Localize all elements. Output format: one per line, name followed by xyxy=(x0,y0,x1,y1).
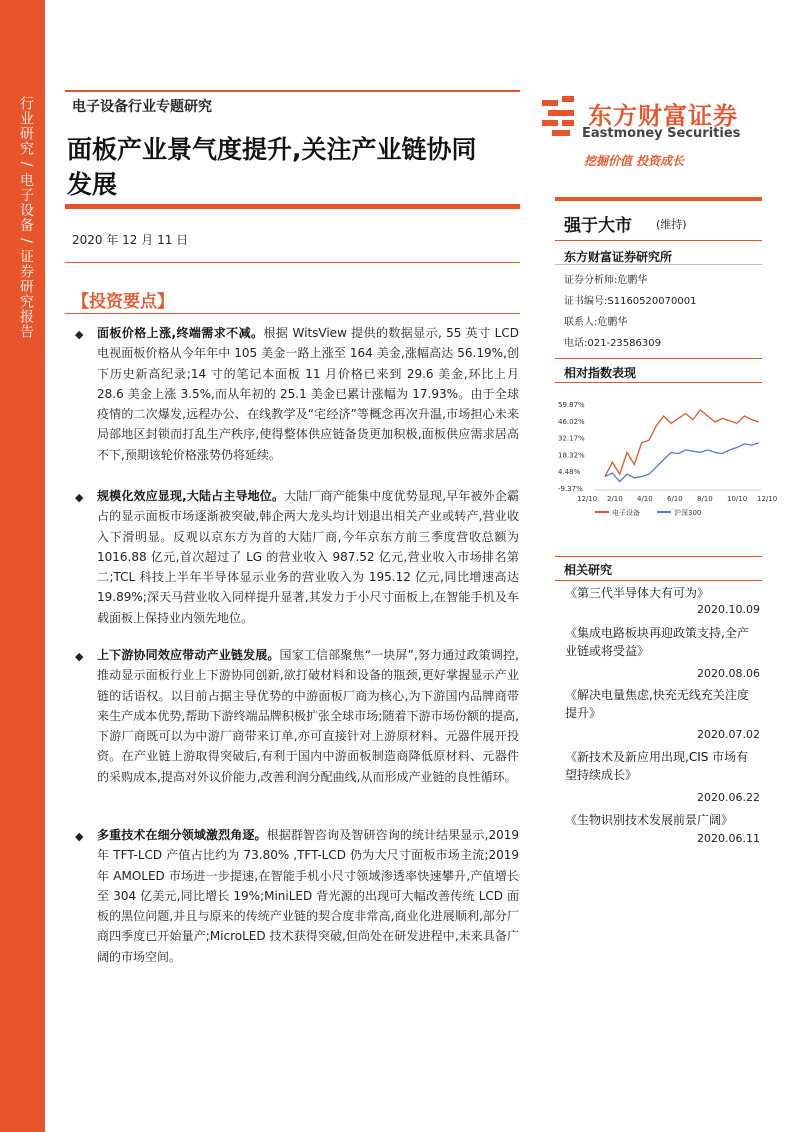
diamond-bullet-icon: ◆ xyxy=(75,491,84,504)
header-rule-top xyxy=(65,90,520,92)
logo-chinese-name: 东方财富证券 xyxy=(588,102,738,130)
contact-person: 联系人:危鹏华 xyxy=(564,317,628,328)
phone-number: 电话:021-23586309 xyxy=(564,338,661,349)
series-line-2 xyxy=(605,443,759,482)
y-tick-label: 59.87% xyxy=(558,401,585,409)
report-date: 2020 年 12 月 11 日 xyxy=(72,233,189,247)
related-item-2-title[interactable] xyxy=(565,624,765,660)
related-rule-bottom xyxy=(555,580,762,581)
key-point-1 xyxy=(97,323,519,465)
key-point-4-lead: 多重技术在细分领域激烈角逐。 xyxy=(97,828,267,842)
x-tick-label: 12/10 xyxy=(757,495,778,503)
analyst-name: 证券分析师:危鹏华 xyxy=(564,275,648,286)
key-point-3-body: 国家工信部聚焦“一块屏”,努力通过政策调控,推动显示面板行业上下游协同创新,欲打破材料和设备的瓶颈,更好掌握显示产业链的话语权。以目前占据主导优势的中游面板厂商为核心,为下游国内品牌商带来生产成本优势,帮助下游终端品牌积极扩张全球市场;随着下游市场份额的提高,下游厂商既可以为中游厂商带来订单,亦可直接针对上游原材料、元器件展开投资。在产业链上游取得突破后,有利于国内中游面板制造商降低原材料、元器件的采购成本,提高对外议价能力,改善利润分配曲线,从而形成产业链的良性循环。 xyxy=(97,648,519,784)
key-points-label: 【投资要点】 xyxy=(72,292,174,312)
related-item-4-title-line2: 望持续成长》 xyxy=(565,768,638,782)
related-item-1-title[interactable]: 《第三代半导体大有可为》 xyxy=(565,586,710,600)
chart-svg xyxy=(555,396,778,521)
x-tick-label: 4/10 xyxy=(637,495,653,503)
header-rule-thin xyxy=(65,262,520,263)
institute-rule xyxy=(555,264,762,265)
report-category: 电子设备行业专题研究 xyxy=(72,99,212,115)
related-item-2-title-line2: 业链或将受益》 xyxy=(565,644,650,658)
y-tick-label: 4.48% xyxy=(558,468,581,477)
related-item-5-title[interactable]: 《生物识别技术发展前景广阔》 xyxy=(565,813,734,827)
x-tick-label: 2/10 xyxy=(607,495,623,503)
key-point-4-body: 根据群智咨询及智研咨询的统计结果显示,2019 年 TFT-LCD 产值占比约为 73.80% ,TFT-LCD 仍为大尺寸面板市场主流;2019 年 AMOLED 市场进一步提速,在智能手机小尺寸领域渗透率快速攀升,产值增长至 304 亿美元,同比增长 19%;MiniLED 背光源的出现可大幅改善传统 LCD 面板的黑位问题,并且与原来的传统产业链的契合度非常高,商业化进展顺利,部分厂商四季度已开始量产;MicroLED 技术获得突破,但尚处在研发进程中,未来具备广阔的市场空间。 xyxy=(97,828,519,964)
report-title-line2: 发展 xyxy=(67,170,118,199)
institute-name: 东方财富证券研究所 xyxy=(564,250,673,264)
related-item-3-date: 2020.07.02 xyxy=(697,728,760,741)
related-section-title: 相关研究 xyxy=(564,563,613,577)
index-rule-top xyxy=(555,358,762,359)
diamond-bullet-icon: ◆ xyxy=(75,328,84,341)
related-item-4-title-line1: 《新技术及新应用出现,CIS 市场有 xyxy=(565,750,749,764)
key-points-rule xyxy=(65,313,520,314)
x-tick-label: 6/10 xyxy=(667,495,683,503)
key-point-2-body: 大陆厂商产能集中度优势显现,早年被外企霸占的显示面板市场逐渐被突破,韩企两大龙头均计划退出相关产业或转产,营业收入下滑明显。反观以京东方为首的大陆厂商,今年京东方前三季度营收总额为 1016.88 亿元,首次超过了 LG 的营业收入 987.52 亿元,营业收入市场排名第二;TCL 科技上半年半导体显示业务的营业收入为 195.12 亿元,同比增速高达 19.89%;深天马营业收入同样提升显著,其发力于小尺寸面板上,在智能手机及车载面板上保持业内领先地位。 xyxy=(97,489,519,625)
x-tick-label: 12/10 xyxy=(577,495,598,503)
key-point-3-lead: 上下游协同效应带动产业链发展。 xyxy=(97,648,280,662)
index-section-title: 相对指数表现 xyxy=(564,366,637,380)
x-tick-label: 8/10 xyxy=(697,495,713,503)
related-item-2-title-line1: 《集成电路板块再迎政策支持,全产 xyxy=(565,626,749,640)
y-tick-label: -9.37% xyxy=(558,485,583,493)
key-point-4 xyxy=(97,825,519,967)
report-title xyxy=(67,132,527,202)
related-item-2-date: 2020.08.06 xyxy=(697,667,760,680)
y-tick-label: 46.02% xyxy=(558,417,585,426)
related-rule-top xyxy=(555,556,762,557)
related-item-4-date: 2020.06.22 xyxy=(697,791,760,804)
logo-slogan: 挖掘价值 投资成长 xyxy=(584,154,685,168)
rating-rule-top xyxy=(555,197,762,201)
report-title-line1: 面板产业景气度提升,关注产业链协同 xyxy=(67,135,477,164)
rating-main: 强于大市 xyxy=(564,216,632,236)
related-item-5-date: 2020.06.11 xyxy=(697,832,760,845)
relative-index-chart xyxy=(555,396,778,521)
rating-rule-bottom xyxy=(555,240,762,241)
related-item-3-title[interactable] xyxy=(565,686,765,722)
index-rule-bottom xyxy=(555,382,762,383)
key-point-2 xyxy=(97,486,519,628)
related-item-3-title-line2: 提升》 xyxy=(565,706,602,720)
logo-english-name: Eastmoney Securities xyxy=(582,126,741,141)
legend-label-2: 沪深300 xyxy=(674,509,702,517)
y-tick-label: 32.17% xyxy=(558,434,585,443)
rating-sub: (维持) xyxy=(656,218,687,231)
diamond-bullet-icon: ◆ xyxy=(75,650,84,663)
certificate-number: 证书编号:S1160520070001 xyxy=(564,296,697,307)
side-category-text: 行业研究 / 电子设备 / 证券研究报告 xyxy=(18,96,34,340)
x-tick-label: 10/10 xyxy=(727,495,748,503)
key-point-1-body: 根据 WitsView 提供的数据显示, 55 英寸 LCD 电视面板价格从今年年中 105 美金一路上涨至 164 美金,涨幅高达 56.19%,创下历史新高纪录;14 寸的笔记本面板 11 月价格已来到 29.6 美金,环比上月 28.6 美金上涨 3.5%,而从年初的 25.1 美金已累计涨幅为 17.93%。由于全球疫情的二次爆发,远程办公、在线教学及“宅经济”等概念再次升温,市场担心未来局部地区封锁而打乱生产秩序,使得整体供应链备货更加积极,面板供应需求居高不下,预期该轮价格涨势仍将延续。 xyxy=(97,326,519,462)
diamond-bullet-icon: ◆ xyxy=(75,830,84,843)
related-item-3-title-line1: 《解决电量焦虑,快充无线充关注度 xyxy=(565,688,749,702)
key-point-2-lead: 规模化效应显现,大陆占主导地位。 xyxy=(97,489,285,503)
series-line-1 xyxy=(605,410,759,477)
related-item-4-title[interactable] xyxy=(565,748,765,784)
legend-label-1: 电子设备 xyxy=(612,509,640,517)
key-point-1-lead: 面板价格上涨,终端需求不减。 xyxy=(97,326,264,340)
header-rule-thick xyxy=(65,204,520,209)
key-point-3 xyxy=(97,645,519,787)
related-item-1-date: 2020.10.09 xyxy=(697,603,760,616)
y-tick-label: 18.32% xyxy=(558,451,585,460)
